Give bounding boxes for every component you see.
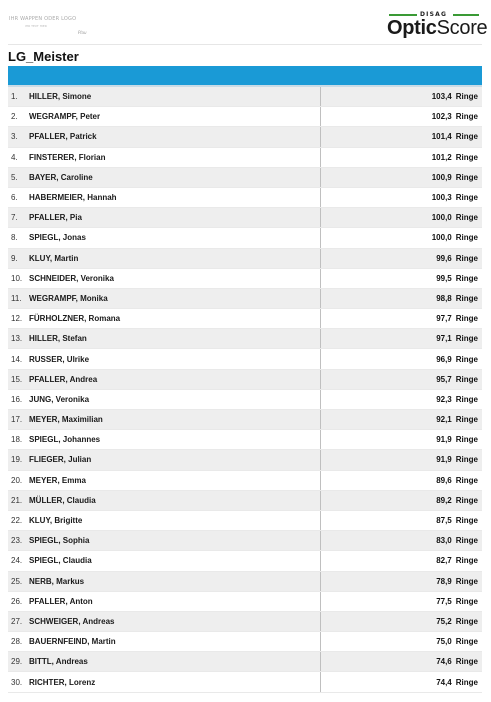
score-cell bbox=[321, 516, 482, 525]
rank-cell: 18. bbox=[11, 435, 23, 445]
result-row bbox=[8, 652, 482, 672]
score-value: 99,5 bbox=[436, 273, 452, 283]
result-row bbox=[8, 491, 482, 511]
shooter-name-cell: PFALLER, Andrea bbox=[29, 370, 321, 389]
score-cell bbox=[321, 536, 482, 545]
result-row bbox=[8, 269, 482, 289]
result-row bbox=[8, 127, 482, 147]
score-unit: Ringe bbox=[455, 112, 478, 122]
rank-cell: 12. bbox=[11, 314, 23, 324]
rank-cell: 17. bbox=[11, 415, 23, 425]
shooter-name-cell: MÜLLER, Claudia bbox=[29, 491, 321, 510]
club-logo-placeholder bbox=[8, 11, 102, 41]
table-header-band bbox=[8, 66, 482, 85]
score-unit: Ringe bbox=[455, 213, 478, 223]
rank-cell: 14. bbox=[11, 354, 23, 364]
rank-cell: 25. bbox=[11, 576, 23, 586]
shooter-name-cell: WEGRAMPF, Peter bbox=[29, 107, 321, 126]
score-cell bbox=[321, 274, 482, 283]
shooter-name-cell: MEYER, Emma bbox=[29, 471, 321, 490]
score-value: 75,2 bbox=[436, 616, 452, 626]
result-row bbox=[8, 471, 482, 491]
score-unit: Ringe bbox=[455, 273, 478, 283]
shooter-name-cell: FLIEGER, Julian bbox=[29, 450, 321, 469]
shooter-name-cell: HILLER, Stefan bbox=[29, 329, 321, 348]
shooter-name-cell: FÜRHOLZNER, Romana bbox=[29, 309, 321, 328]
score-value: 87,5 bbox=[436, 516, 452, 526]
score-value: 103,4 bbox=[431, 92, 452, 102]
score-unit: Ringe bbox=[455, 616, 478, 626]
rank-cell: 19. bbox=[11, 455, 23, 465]
rank-cell: 16. bbox=[11, 394, 23, 404]
score-unit: Ringe bbox=[455, 516, 478, 526]
score-cell bbox=[321, 173, 482, 182]
rank-cell: 13. bbox=[11, 334, 23, 344]
logo-bar-right bbox=[453, 14, 479, 16]
score-unit: Ringe bbox=[455, 455, 478, 465]
shooter-name-cell: SPIEGL, Claudia bbox=[29, 551, 321, 570]
result-row bbox=[8, 289, 482, 309]
score-unit: Ringe bbox=[455, 293, 478, 303]
score-cell bbox=[321, 92, 482, 101]
header-divider bbox=[8, 44, 482, 45]
result-row bbox=[8, 592, 482, 612]
score-unit: Ringe bbox=[455, 596, 478, 606]
score-cell bbox=[321, 496, 482, 505]
result-row bbox=[8, 531, 482, 551]
score-value: 74,4 bbox=[436, 677, 452, 687]
shooter-name-cell: JUNG, Veronika bbox=[29, 390, 321, 409]
score-unit: Ringe bbox=[455, 152, 478, 162]
rank-cell: 20. bbox=[11, 475, 23, 485]
score-value: 100,9 bbox=[431, 172, 452, 182]
rank-cell: 28. bbox=[11, 637, 23, 647]
rank-cell: 15. bbox=[11, 374, 23, 384]
score-cell bbox=[321, 112, 482, 121]
shooter-name-cell: WEGRAMPF, Monika bbox=[29, 289, 321, 308]
club-logo-line1: IHR WAPPEN ODER LOGO bbox=[9, 16, 77, 22]
score-unit: Ringe bbox=[455, 435, 478, 445]
result-row bbox=[8, 249, 482, 269]
score-value: 91,9 bbox=[436, 455, 452, 465]
score-unit: Ringe bbox=[455, 92, 478, 102]
brand-score: Score bbox=[436, 17, 488, 39]
score-unit: Ringe bbox=[455, 415, 478, 425]
score-value: 96,9 bbox=[436, 354, 452, 364]
score-cell bbox=[321, 375, 482, 384]
result-row bbox=[8, 309, 482, 329]
result-row bbox=[8, 410, 482, 430]
score-cell bbox=[321, 678, 482, 687]
rank-cell: 2. bbox=[11, 112, 18, 122]
rank-cell: 27. bbox=[11, 616, 23, 626]
rank-cell: 10. bbox=[11, 273, 23, 283]
rank-cell: 11. bbox=[11, 293, 22, 303]
result-row bbox=[8, 390, 482, 410]
results-table bbox=[8, 87, 482, 693]
score-value: 91,9 bbox=[436, 435, 452, 445]
rank-cell: 24. bbox=[11, 556, 23, 566]
score-value: 102,3 bbox=[431, 112, 452, 122]
rank-cell: 9. bbox=[11, 253, 18, 263]
score-unit: Ringe bbox=[455, 132, 478, 142]
shooter-name-cell: BAYER, Caroline bbox=[29, 168, 321, 187]
score-unit: Ringe bbox=[455, 374, 478, 384]
score-unit: Ringe bbox=[455, 657, 478, 667]
result-row bbox=[8, 188, 482, 208]
score-value: 92,1 bbox=[436, 415, 452, 425]
rank-cell: 3. bbox=[11, 132, 18, 142]
shooter-name-cell: SPIEGL, Sophia bbox=[29, 531, 321, 550]
rank-cell: 6. bbox=[11, 193, 18, 203]
shooter-name-cell: SPIEGL, Johannes bbox=[29, 430, 321, 449]
score-unit: Ringe bbox=[455, 677, 478, 687]
rank-cell: 5. bbox=[11, 172, 18, 182]
shooter-name-cell: KLUY, Brigitte bbox=[29, 511, 321, 530]
rank-cell: 23. bbox=[11, 536, 23, 546]
rank-cell: 4. bbox=[11, 152, 18, 162]
score-unit: Ringe bbox=[455, 334, 478, 344]
score-cell bbox=[321, 476, 482, 485]
club-logo-line2: IHR TEXT HIER bbox=[25, 24, 47, 28]
shooter-name-cell: FINSTERER, Florian bbox=[29, 148, 321, 167]
logo-bar-left bbox=[389, 14, 417, 16]
score-unit: Ringe bbox=[455, 233, 478, 243]
score-cell bbox=[321, 334, 482, 343]
shooter-name-cell: RICHTER, Lorenz bbox=[29, 672, 321, 691]
result-row bbox=[8, 430, 482, 450]
result-row bbox=[8, 672, 482, 692]
club-logo-line3: Plau bbox=[78, 30, 87, 35]
shooter-name-cell: MEYER, Maximilian bbox=[29, 410, 321, 429]
shooter-name-cell: RUSSER, Ulrike bbox=[29, 349, 321, 368]
result-row bbox=[8, 572, 482, 592]
score-cell bbox=[321, 637, 482, 646]
score-cell bbox=[321, 233, 482, 242]
score-unit: Ringe bbox=[455, 536, 478, 546]
score-value: 100,3 bbox=[431, 193, 452, 203]
result-row bbox=[8, 329, 482, 349]
score-cell bbox=[321, 455, 482, 464]
score-cell bbox=[321, 314, 482, 323]
score-unit: Ringe bbox=[455, 576, 478, 586]
score-value: 97,1 bbox=[436, 334, 452, 344]
page-title: LG_Meister bbox=[8, 49, 79, 64]
score-value: 77,5 bbox=[436, 596, 452, 606]
score-unit: Ringe bbox=[455, 193, 478, 203]
score-value: 83,0 bbox=[436, 536, 452, 546]
result-row bbox=[8, 107, 482, 127]
score-cell bbox=[321, 556, 482, 565]
result-row bbox=[8, 511, 482, 531]
score-unit: Ringe bbox=[455, 394, 478, 404]
shooter-name-cell: KLUY, Martin bbox=[29, 249, 321, 268]
rank-cell: 30. bbox=[11, 677, 23, 687]
shooter-name-cell: NERB, Markus bbox=[29, 572, 321, 591]
score-value: 99,6 bbox=[436, 253, 452, 263]
score-cell bbox=[321, 355, 482, 364]
result-row bbox=[8, 551, 482, 571]
rank-cell: 29. bbox=[11, 657, 23, 667]
result-row bbox=[8, 612, 482, 632]
result-row bbox=[8, 450, 482, 470]
score-cell bbox=[321, 597, 482, 606]
score-cell bbox=[321, 617, 482, 626]
score-cell bbox=[321, 153, 482, 162]
shooter-name-cell: PFALLER, Pia bbox=[29, 208, 321, 227]
rank-cell: 7. bbox=[11, 213, 18, 223]
score-cell bbox=[321, 193, 482, 202]
score-cell bbox=[321, 415, 482, 424]
brand-optic: Optic bbox=[387, 17, 437, 39]
score-cell bbox=[321, 132, 482, 141]
opticscore-logo bbox=[387, 11, 488, 40]
shooter-name-cell: BITTL, Andreas bbox=[29, 652, 321, 671]
score-value: 95,7 bbox=[436, 374, 452, 384]
rank-cell: 1. bbox=[11, 92, 18, 102]
rank-cell: 8. bbox=[11, 233, 18, 243]
brand-wordmark bbox=[387, 17, 487, 40]
score-cell bbox=[321, 435, 482, 444]
result-row bbox=[8, 148, 482, 168]
score-unit: Ringe bbox=[455, 556, 478, 566]
score-unit: Ringe bbox=[455, 495, 478, 505]
score-cell bbox=[321, 294, 482, 303]
score-value: 101,4 bbox=[431, 132, 452, 142]
score-cell bbox=[321, 213, 482, 222]
score-value: 89,2 bbox=[436, 495, 452, 505]
shooter-name-cell: PFALLER, Anton bbox=[29, 592, 321, 611]
shooter-name-cell: HABERMEIER, Hannah bbox=[29, 188, 321, 207]
score-value: 98,8 bbox=[436, 293, 452, 303]
score-cell bbox=[321, 254, 482, 263]
shooter-name-cell: SPIEGL, Jonas bbox=[29, 228, 321, 247]
disag-label: DISAG bbox=[420, 11, 448, 18]
score-unit: Ringe bbox=[455, 253, 478, 263]
score-value: 82,7 bbox=[436, 556, 452, 566]
score-unit: Ringe bbox=[455, 314, 478, 324]
score-value: 74,6 bbox=[436, 657, 452, 667]
score-value: 89,6 bbox=[436, 475, 452, 485]
rank-cell: 21. bbox=[11, 495, 23, 505]
result-row bbox=[8, 208, 482, 228]
score-value: 100,0 bbox=[431, 233, 452, 243]
score-unit: Ringe bbox=[455, 172, 478, 182]
rank-cell: 22. bbox=[11, 516, 23, 526]
score-unit: Ringe bbox=[455, 637, 478, 647]
score-value: 97,7 bbox=[436, 314, 452, 324]
score-cell bbox=[321, 577, 482, 586]
score-value: 101,2 bbox=[431, 152, 452, 162]
result-row bbox=[8, 87, 482, 107]
score-cell bbox=[321, 657, 482, 666]
result-row bbox=[8, 228, 482, 248]
shooter-name-cell: BAUERNFEIND, Martin bbox=[29, 632, 321, 651]
result-row bbox=[8, 349, 482, 369]
rank-cell: 26. bbox=[11, 596, 23, 606]
result-row bbox=[8, 632, 482, 652]
shooter-name-cell: PFALLER, Patrick bbox=[29, 127, 321, 146]
result-row bbox=[8, 370, 482, 390]
result-row bbox=[8, 168, 482, 188]
score-value: 92,3 bbox=[436, 394, 452, 404]
score-value: 78,9 bbox=[436, 576, 452, 586]
score-unit: Ringe bbox=[455, 475, 478, 485]
score-value: 75,0 bbox=[436, 637, 452, 647]
score-cell bbox=[321, 395, 482, 404]
shooter-name-cell: HILLER, Simone bbox=[29, 87, 321, 106]
shooter-name-cell: SCHWEIGER, Andreas bbox=[29, 612, 321, 631]
score-unit: Ringe bbox=[455, 354, 478, 364]
shooter-name-cell: SCHNEIDER, Veronika bbox=[29, 269, 321, 288]
score-value: 100,0 bbox=[431, 213, 452, 223]
